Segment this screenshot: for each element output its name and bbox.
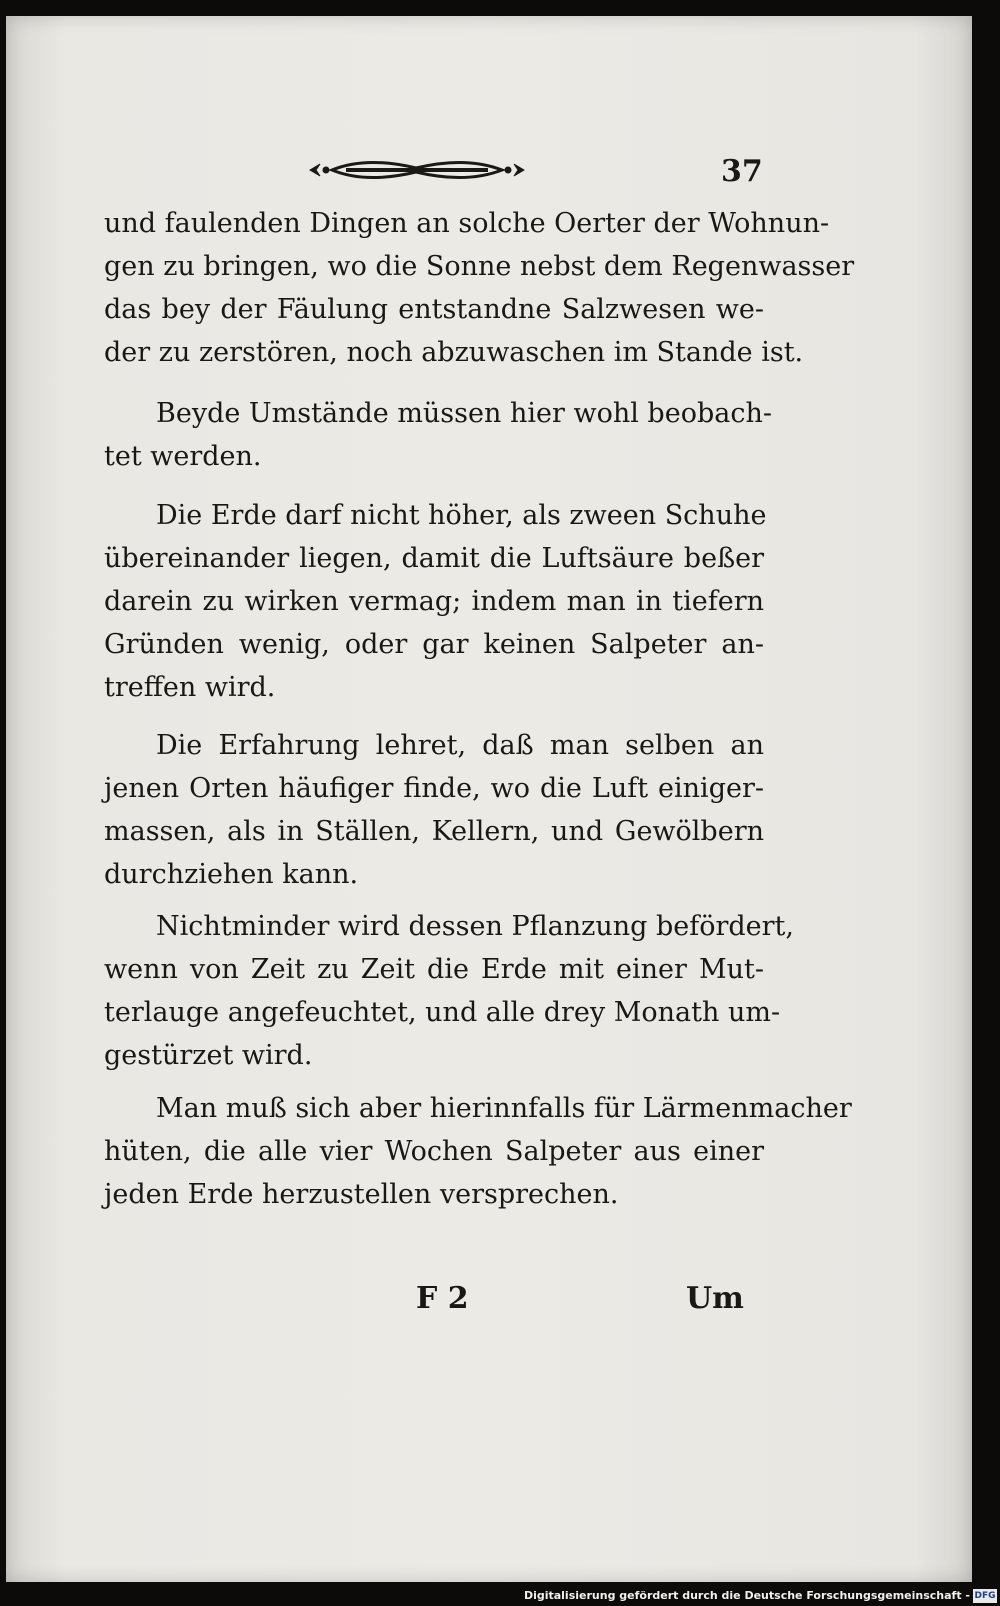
paragraph-4-first (156, 724, 764, 767)
paragraph-6-rest (104, 1130, 764, 1216)
text-line: wenn von Zeit zu Zeit die Erde mit einer Mut- (104, 954, 764, 985)
text-line: gestürzet wird. (104, 1040, 313, 1071)
decorative-ornament-icon (306, 150, 528, 190)
dfg-logo-icon: DFG (974, 1591, 996, 1601)
paragraph-3-first (156, 494, 767, 537)
paragraph-5-rest (104, 948, 781, 1077)
text-line: übereinander liegen, damit die Luftsäure beßer (104, 543, 764, 574)
text-line: hüten, die alle vier Wochen Salpeter aus einer (104, 1136, 764, 1167)
text-line: jeden Erde herzustellen versprechen. (104, 1179, 619, 1210)
text-line: der zu zerstören, noch abzuwaschen im Stande ist. (104, 337, 804, 368)
catchword: Um (686, 1281, 744, 1316)
paragraph-4-rest (104, 767, 764, 896)
paragraph-6-first (156, 1087, 852, 1130)
paragraph-2-rest (104, 435, 764, 478)
text-line: Beyde Umstände müssen hier wohl beobach- (156, 398, 772, 429)
text-line: Gründen wenig, oder gar keinen Salpeter an- (104, 629, 764, 660)
text-line: gen zu bringen, wo die Sonne nebst dem Regenwasser (104, 251, 855, 282)
text-line: Die Erde darf nicht höher, als zween Schuhe (156, 500, 767, 531)
paragraph-5-first (156, 905, 794, 948)
text-line: durchziehen kann. (104, 859, 359, 890)
page-number: 37 (721, 154, 763, 189)
text-line: treffen wird. (104, 672, 276, 703)
text-line: und faulenden Dingen an solche Oerter der Wohnun- (104, 208, 830, 239)
paragraph-2-first (156, 392, 772, 435)
paragraph-1 (104, 202, 855, 374)
book-page (6, 16, 972, 1582)
text-line: massen, als in Ställen, Kellern, und Gewölbern (104, 816, 764, 847)
text-line: Man muß sich aber hierinnfalls für Lärmenmacher (156, 1093, 852, 1124)
signature-mark: F 2 (416, 1281, 469, 1316)
text-line: das bey der Fäulung entstandne Salzwesen we- (104, 294, 764, 325)
text-line: Die Erfahrung lehret, daß man selben an (156, 730, 764, 761)
text-line: tet werden. (104, 441, 262, 472)
text-line: jenen Orten häufiger finde, wo die Luft einiger- (104, 773, 764, 804)
text-line: darein zu wirken vermag; indem man in tiefern (104, 586, 764, 617)
text-line: Nichtminder wird dessen Pflanzung befördert, (156, 911, 794, 942)
digitization-credit: Digitalisierung gefördert durch die Deutsche Forschungsgemeinschaft - (523, 1589, 970, 1602)
paragraph-3-rest (104, 537, 764, 709)
text-line: terlauge angefeuchtet, und alle drey Monath um- (104, 997, 781, 1028)
